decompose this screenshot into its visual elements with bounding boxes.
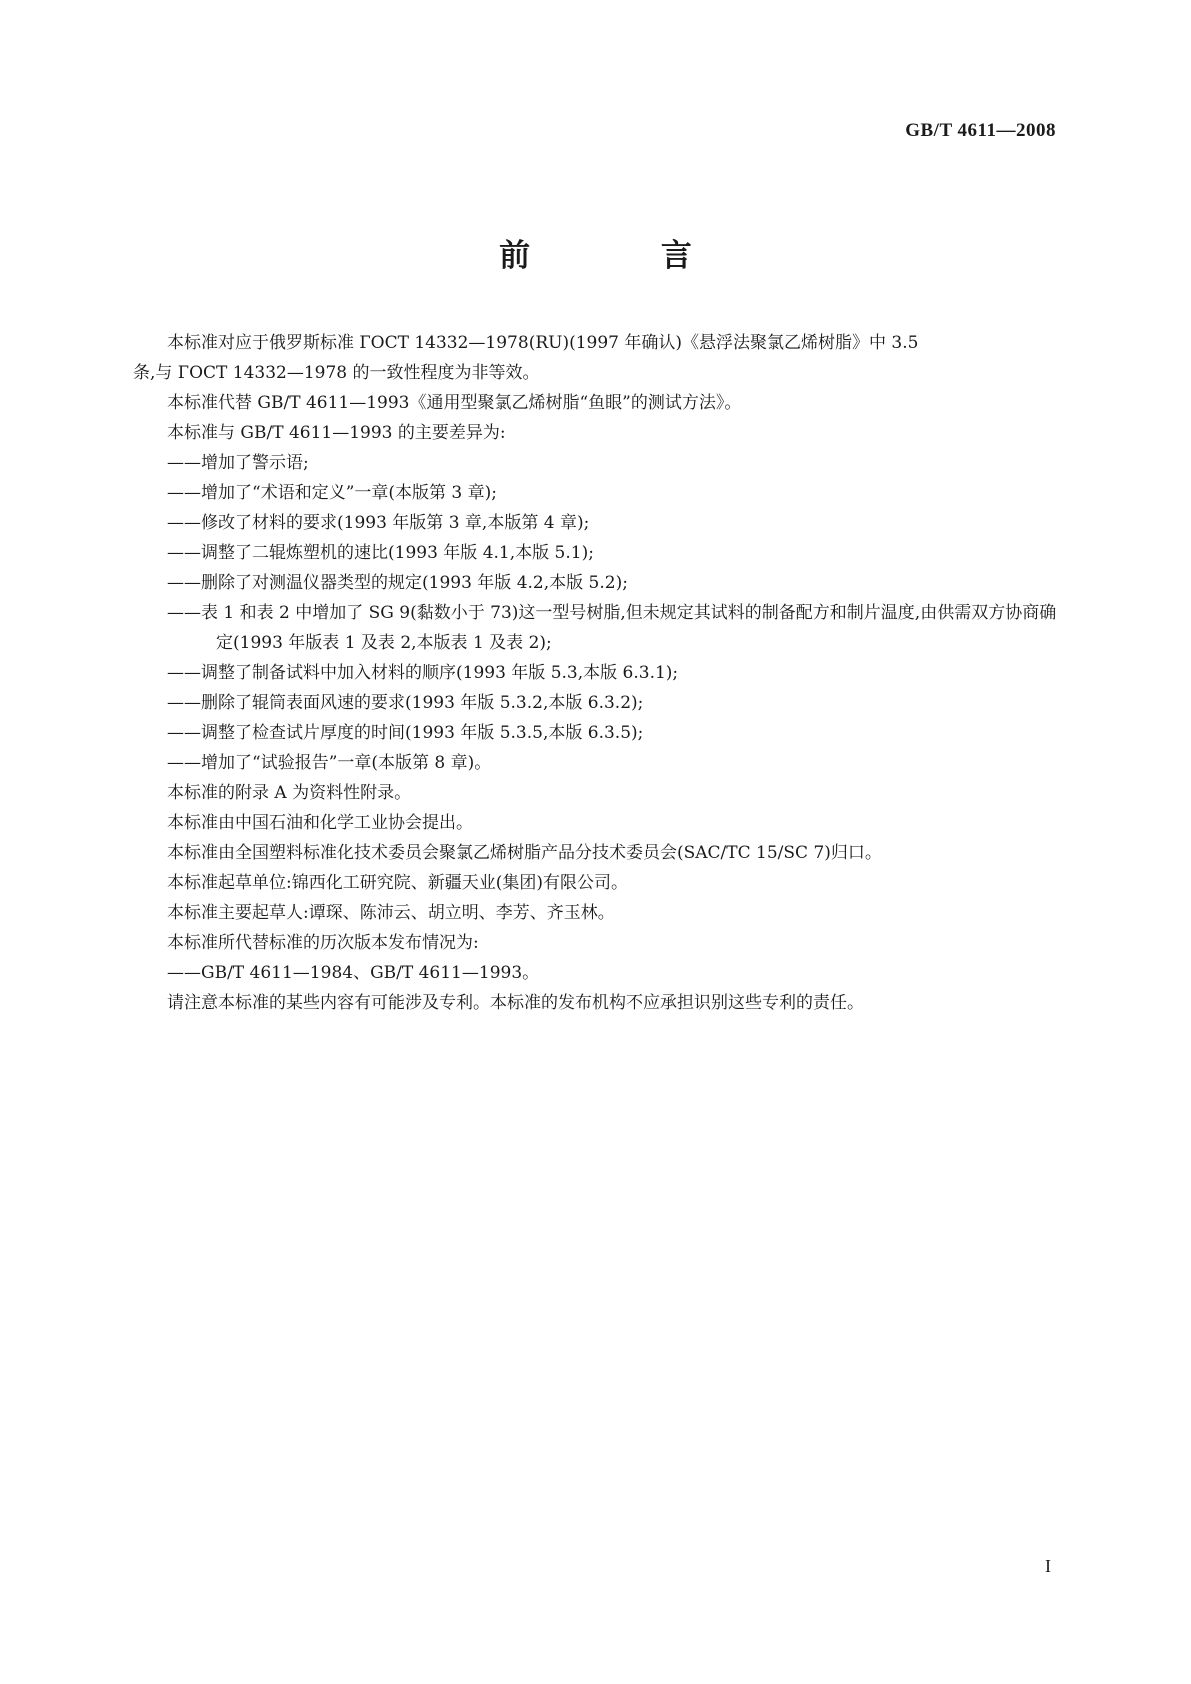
foreword-body: [133, 328, 1063, 1018]
change-item: ——增加了“试验报告”一章(本版第 8 章)。: [167, 753, 492, 773]
change-item: ——调整了二辊炼塑机的速比(1993 年版 4.1,本版 5.1);: [167, 543, 594, 563]
paragraph-correspondence-line2: 条,与 ГОСТ 14332—1978 的一致性程度为非等效。: [133, 363, 540, 383]
standard-code: GB/T 4611—2008: [905, 120, 1056, 141]
paragraph-administered-by: 本标准由全国塑料标准化技术委员会聚氯乙烯树脂产品分技术委员会(SAC/TC 15/SC 7)归口。: [167, 843, 882, 863]
paragraph-replaces: 本标准代替 GB/T 4611—1993《通用型聚氯乙烯树脂“鱼眼”的测试方法》。: [167, 393, 742, 413]
previous-editions-item: ——GB/T 4611—1984、GB/T 4611—1993。: [167, 963, 540, 983]
change-item: ——删除了辊筒表面风速的要求(1993 年版 5.3.2,本版 6.3.2);: [167, 693, 644, 713]
change-item: ——增加了“术语和定义”一章(本版第 3 章);: [167, 483, 497, 503]
paragraph-patent-notice: 请注意本标准的某些内容有可能涉及专利。本标准的发布机构不应承担识别这些专利的责任。: [167, 993, 864, 1013]
change-item: ——调整了检查试片厚度的时间(1993 年版 5.3.5,本版 6.3.5);: [167, 723, 644, 743]
paragraph-annex: 本标准的附录 A 为资料性附录。: [167, 783, 412, 803]
paragraph-drafters: 本标准主要起草人:谭琛、陈沛云、胡立明、李芳、齐玉林。: [167, 903, 615, 923]
paragraph-previous-editions: 本标准所代替标准的历次版本发布情况为:: [167, 933, 479, 953]
change-item: ——表 1 和表 2 中增加了 SG 9(黏数小于 73)这一型号树脂,但未规定其试料的制备配方和制片温度,由供需双方协商确定(1993 年版表 1 及表 2,本版表 1 及表 2);: [167, 603, 1057, 653]
paragraph-drafting-units: 本标准起草单位:锦西化工研究院、新疆天业(集团)有限公司。: [167, 873, 628, 893]
change-item: ——删除了对测温仪器类型的规定(1993 年版 4.2,本版 5.2);: [167, 573, 628, 593]
change-item: ——调整了制备试料中加入材料的顺序(1993 年版 5.3,本版 6.3.1);: [167, 663, 679, 683]
change-item: ——增加了警示语;: [167, 453, 309, 473]
paragraph-proposed-by: 本标准由中国石油和化学工业协会提出。: [167, 813, 473, 833]
paragraph-correspondence-line1: 本标准对应于俄罗斯标准 ГОСТ 14332—1978(RU)(1997 年确认)《悬浮法聚氯乙烯树脂》中 3.5: [167, 333, 919, 353]
page-title: 前 言: [499, 238, 752, 274]
change-item: ——修改了材料的要求(1993 年版第 3 章,本版第 4 章);: [167, 513, 590, 533]
paragraph-differences-intro: 本标准与 GB/T 4611—1993 的主要差异为:: [167, 423, 506, 443]
page-number: I: [1045, 1556, 1051, 1576]
